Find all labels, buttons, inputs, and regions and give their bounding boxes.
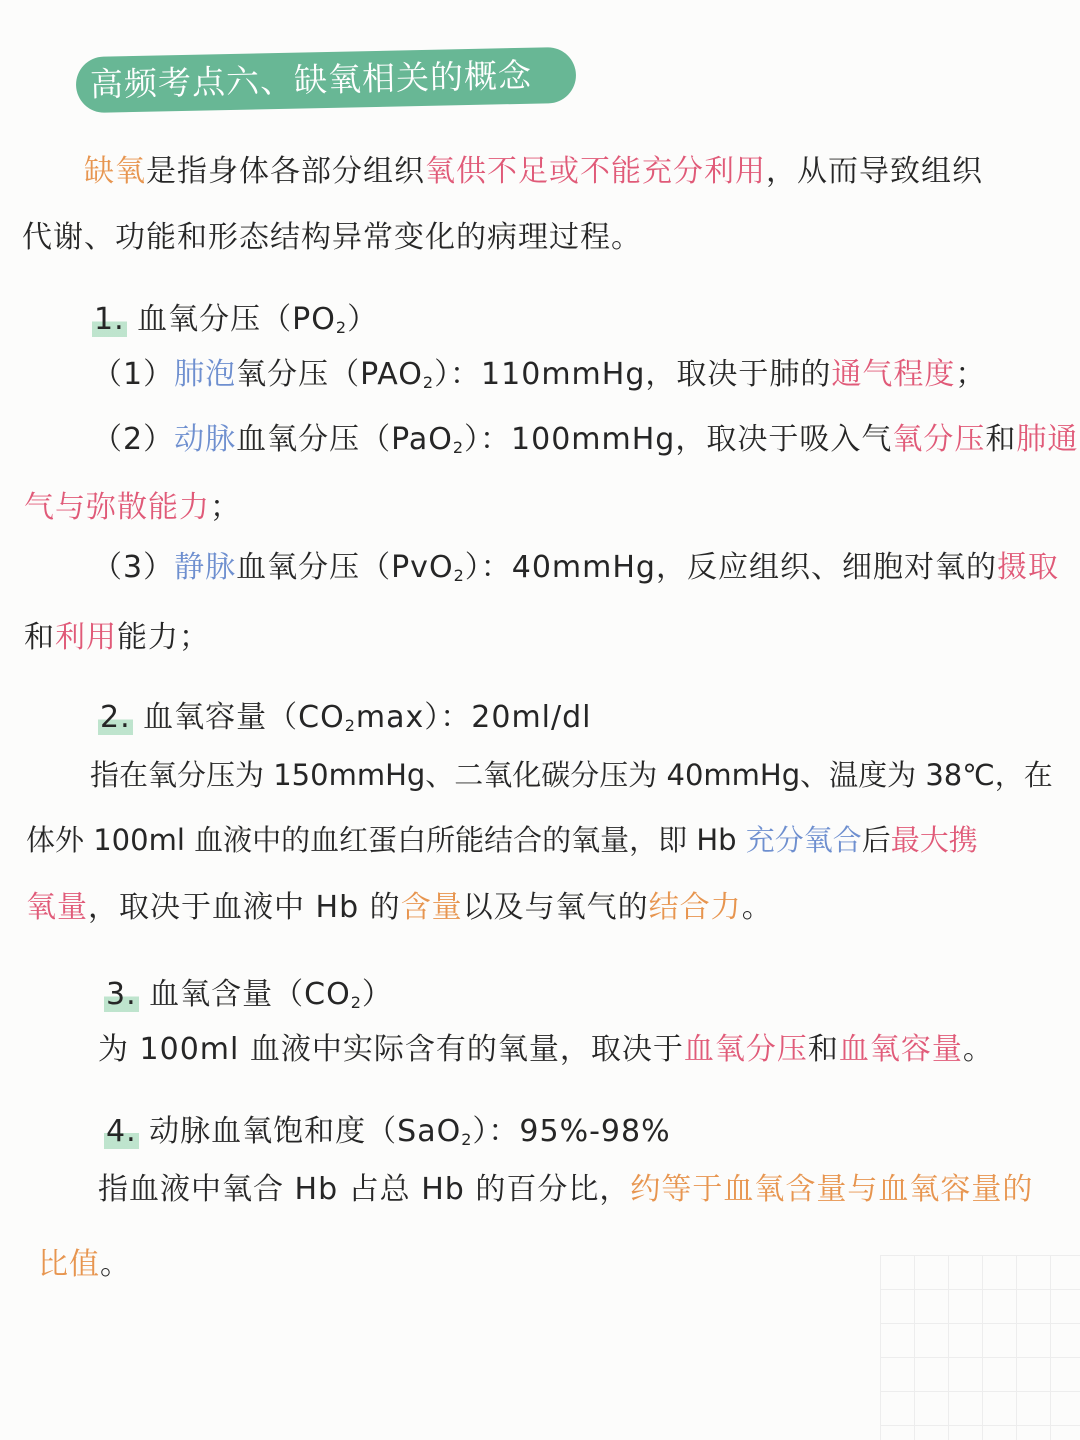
s3-line-1-red-2: 血氧容量 — [838, 1032, 963, 1067]
s4-heading-text: 动脉血氧饱和度（SaO — [149, 1114, 462, 1149]
s1-heading-end: ） — [347, 302, 379, 337]
intro-line-1 — [84, 152, 983, 192]
s3-line-1 — [98, 1030, 994, 1070]
s1-item-3 — [92, 548, 1059, 596]
s1-item-1 — [92, 355, 986, 403]
s1-item-3-sub: 2 — [453, 566, 465, 585]
s2-line-1: 指在氧分压为 150mmHg、二氧化碳分压为 40mmHg、温度为 38℃，在 — [90, 758, 1053, 792]
term-hypoxia: 缺氧 — [84, 154, 146, 189]
s1-item-3-line-2-text: 和 — [24, 620, 55, 655]
s2-line-3-end: 。 — [741, 890, 773, 925]
s1-item-2-line-2 — [24, 488, 241, 528]
s2-line-2-blue: 充分氧合 — [745, 823, 862, 857]
s2-line-3-orange-2: 结合力 — [648, 890, 742, 925]
s3-heading-sub: 2 — [350, 993, 362, 1012]
s4-heading-sub: 2 — [461, 1130, 473, 1149]
s2-line-3-text-b: 以及与氧气的 — [462, 890, 649, 925]
s1-item-1-sub: 2 — [422, 373, 435, 392]
s4-line-2-end: 。 — [100, 1247, 131, 1282]
s1-heading-sub: 2 — [335, 318, 348, 337]
s1-item-3-line-2 — [24, 618, 210, 658]
s4-line-1-orange: 约等于血氧含量与血氧容量的 — [630, 1172, 1034, 1207]
s3-heading-number: 3. — [106, 977, 137, 1012]
s1-item-3-text-a: 血氧分压（PvO — [236, 550, 454, 585]
s4-heading-end: ）：95%-98% — [472, 1114, 671, 1149]
s2-line-2-text: 体外 100ml 血液中的血红蛋白所能结合的氧量，即 Hb — [26, 823, 746, 857]
s1-item-3-number: （3） — [92, 550, 175, 585]
s1-item-2-number: （2） — [92, 422, 175, 457]
s1-item-1-number: （1） — [92, 357, 175, 392]
s1-item-1-text-b: ）：110mmHg，取决于肺的 — [434, 357, 832, 392]
intro-text-1: 是指身体各部分组织 — [146, 154, 425, 189]
s4-heading-number: 4. — [106, 1114, 137, 1149]
s2-heading-end: max）：20ml/dl — [355, 700, 592, 735]
s1-item-2-highlight-3: 气与弥散能力 — [24, 490, 210, 525]
s1-item-3-highlight-2: 利用 — [55, 620, 117, 655]
intro-text-2: ，从而导致组织 — [766, 154, 983, 189]
s1-item-3-text-b: ）：40mmHg，反应组织、细胞对氧的 — [464, 550, 997, 585]
s2-line-2-highlight: 最大携 — [890, 823, 978, 857]
s1-item-2-highlight-2: 肺通 — [1016, 422, 1079, 457]
s2-line-2 — [26, 820, 978, 860]
s2-line-2-after: 后 — [861, 823, 891, 857]
intro-highlight: 氧供不足或不能充分利用 — [425, 154, 766, 189]
s3-heading — [104, 975, 393, 1023]
s2-heading — [98, 698, 592, 746]
s1-heading — [92, 300, 378, 348]
s2-line-3 — [26, 888, 773, 928]
s3-line-1-and: 和 — [807, 1032, 839, 1067]
s4-line-1 — [98, 1170, 1033, 1210]
s1-heading-number: 1. — [94, 302, 125, 337]
s3-line-1-end: 。 — [962, 1032, 994, 1067]
s4-line-2-orange: 比值 — [38, 1247, 100, 1282]
s1-item-2-text-b: ）：100mmHg，取决于吸入气 — [464, 422, 893, 457]
s1-heading-text: 血氧分压（PO — [137, 302, 336, 337]
s4-line-2 — [38, 1245, 131, 1285]
term-arterial: 动脉 — [174, 422, 237, 457]
s2-line-3-text-a: ，取决于血液中 Hb 的 — [88, 890, 401, 925]
s1-item-2-line-2-end: ； — [210, 490, 241, 525]
s1-item-3-highlight-1: 摄取 — [996, 550, 1059, 585]
section-title: 高频考点六、缺氧相关的概念 — [89, 55, 533, 104]
s1-item-2-and: 和 — [985, 422, 1017, 457]
s1-item-1-highlight: 通气程度 — [831, 357, 956, 392]
intro-line-2: 代谢、功能和形态结构异常变化的病理过程。 — [22, 220, 642, 255]
grid-paper — [880, 1255, 1080, 1440]
s2-heading-number: 2. — [100, 700, 131, 735]
s3-heading-end: ） — [361, 977, 393, 1012]
s1-item-2-highlight-1: 氧分压 — [892, 422, 986, 457]
s2-line-3-orange-1: 含量 — [400, 890, 463, 925]
section-title-badge — [75, 47, 576, 113]
s3-line-1-text: 为 100ml 血液中实际含有的氧量，取决于 — [98, 1032, 684, 1067]
s1-item-3-line-2-end: 能力； — [117, 620, 210, 655]
s2-heading-sub: 2 — [344, 716, 356, 735]
term-alveolar: 肺泡 — [174, 357, 237, 392]
s4-line-1-text: 指血液中氧合 Hb 占总 Hb 的百分比， — [98, 1172, 631, 1207]
s4-heading — [104, 1112, 671, 1160]
s1-item-2-text-a: 血氧分压（PaO — [236, 422, 453, 457]
s2-line-3-highlight: 氧量 — [26, 890, 88, 925]
s1-item-1-text-a: 氧分压（PAO — [236, 357, 423, 392]
s1-item-2 — [92, 420, 1078, 468]
term-venous: 静脉 — [174, 550, 237, 585]
s1-item-1-end: ； — [955, 357, 987, 392]
s2-heading-text: 血氧容量（CO — [143, 700, 345, 735]
s3-line-1-red-1: 血氧分压 — [683, 1032, 808, 1067]
s3-heading-text: 血氧含量（CO — [149, 977, 351, 1012]
s1-item-2-sub: 2 — [452, 438, 465, 457]
